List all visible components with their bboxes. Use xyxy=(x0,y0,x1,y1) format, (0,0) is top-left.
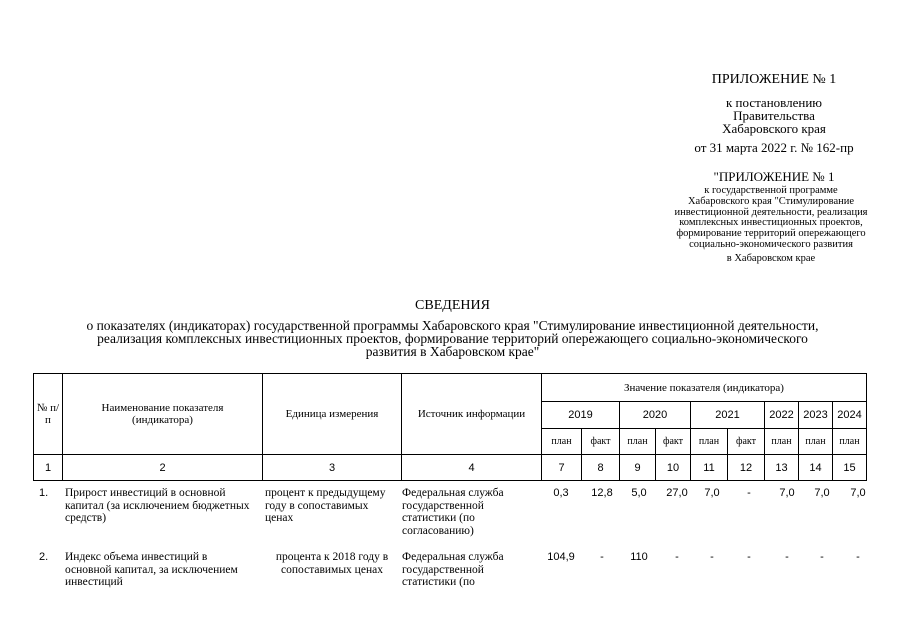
row-value: 7,0 xyxy=(850,487,866,499)
row-value: 0,3 xyxy=(553,487,569,499)
column-number: 15 xyxy=(833,455,867,481)
program-appendix-line: инвестиционной деятельности, реализация xyxy=(674,206,868,218)
row-unit: процента к 2018 году в сопоставимых ценах xyxy=(275,551,389,576)
row-value: - xyxy=(710,551,714,563)
fact-header: факт xyxy=(728,429,765,455)
col-header-number: № п/п xyxy=(34,374,63,455)
col-header-name: Наименование показателя (индикатора) xyxy=(63,374,263,455)
plan-header: план xyxy=(542,429,582,455)
col-header-unit: Единица измерения xyxy=(263,374,402,455)
row-indicator-name: Прирост инвестиций в основной капитал (за исключением бюджетных средств) xyxy=(65,487,250,524)
program-appendix-line: Хабаровского края "Стимулирование xyxy=(687,195,855,207)
fact-header: факт xyxy=(656,429,691,455)
fact-header: факт xyxy=(582,429,620,455)
appendix-date: от 31 марта 2022 г. № 162-пр xyxy=(694,140,854,155)
column-number: 12 xyxy=(728,455,765,481)
row-value: 7,0 xyxy=(779,487,795,499)
table-row xyxy=(33,551,879,611)
program-appendix-line: к государственной программе xyxy=(704,185,838,196)
column-number: 13 xyxy=(765,455,799,481)
column-number: 8 xyxy=(582,455,620,481)
appendix-line: Правительства xyxy=(733,108,815,123)
row-value: 5,0 xyxy=(631,487,647,499)
row-number: 1. xyxy=(39,487,49,499)
program-appendix-line: комплексных инвестиционных проектов, xyxy=(679,217,863,229)
subtitle-line: реализация комплексных инвестиционных проектов, формирование территорий опережающего социально-экономического xyxy=(97,331,808,346)
year-header: 2020 xyxy=(620,402,691,429)
row-value: - xyxy=(747,487,751,499)
row-value: - xyxy=(675,551,679,563)
year-header: 2022 xyxy=(765,402,799,429)
document-title: СВЕДЕНИЯ xyxy=(415,298,490,313)
row-value: 110 xyxy=(630,551,648,563)
row-indicator-name: Индекс объема инвестиций в основной капитал, за исключением инвестиций xyxy=(65,551,238,588)
program-appendix-text xyxy=(640,186,902,265)
table-row xyxy=(33,487,879,547)
row-value: - xyxy=(747,551,751,563)
appendix-line: к постановлению xyxy=(725,95,823,110)
col-header-source: Источник информации xyxy=(402,374,542,455)
row-value: - xyxy=(820,551,824,563)
plan-header: план xyxy=(833,429,867,455)
column-number: 14 xyxy=(799,455,833,481)
indicators-table-header xyxy=(33,373,867,481)
column-number: 7 xyxy=(542,455,582,481)
column-number: 2 xyxy=(63,455,263,481)
program-appendix-line: формирование территорий опережающего xyxy=(676,228,866,240)
plan-header: план xyxy=(765,429,799,455)
row-source: Федеральная служба государственной статистики (по согласованию) xyxy=(402,487,504,537)
year-header: 2023 xyxy=(799,402,833,429)
plan-header: план xyxy=(691,429,728,455)
row-value: - xyxy=(600,551,604,563)
subtitle-line: о показателях (индикаторах) государственной программы Хабаровского края "Стимулирование инвестиционной деятельности, xyxy=(86,318,819,333)
row-value: - xyxy=(856,551,860,563)
plan-header: план xyxy=(799,429,833,455)
program-appendix-line: в Хабаровском крае xyxy=(726,252,816,264)
document-subtitle xyxy=(30,319,875,358)
row-value: - xyxy=(785,551,789,563)
row-number: 2. xyxy=(39,551,49,563)
column-number: 4 xyxy=(402,455,542,481)
appendix-line: Хабаровского края xyxy=(722,121,826,136)
row-value: 7,0 xyxy=(814,487,830,499)
row-value: 104,9 xyxy=(547,551,575,563)
program-appendix-line: социально-экономического развития xyxy=(689,238,853,250)
col-header-value: Значение показателя (индикатора) xyxy=(542,374,867,402)
column-number: 3 xyxy=(263,455,402,481)
year-header: 2021 xyxy=(691,402,765,429)
column-number: 11 xyxy=(691,455,728,481)
column-number: 10 xyxy=(656,455,691,481)
row-source: Федеральная служба государственной статистики (по xyxy=(402,551,504,588)
row-value: 27,0 xyxy=(666,487,688,499)
row-value: 12,8 xyxy=(591,487,613,499)
column-number: 1 xyxy=(34,455,63,481)
row-unit: процент к предыдущему году в сопоставимых ценах xyxy=(265,487,386,524)
appendix-title: ПРИЛОЖЕНИЕ № 1 xyxy=(711,72,837,87)
program-appendix-title: "ПРИЛОЖЕНИЕ № 1 xyxy=(713,169,835,184)
subtitle-line: развития в Хабаровском крае" xyxy=(365,344,540,359)
column-number: 9 xyxy=(620,455,656,481)
year-header: 2024 xyxy=(833,402,867,429)
year-header: 2019 xyxy=(542,402,620,429)
plan-header: план xyxy=(620,429,656,455)
row-value: 7,0 xyxy=(704,487,720,499)
